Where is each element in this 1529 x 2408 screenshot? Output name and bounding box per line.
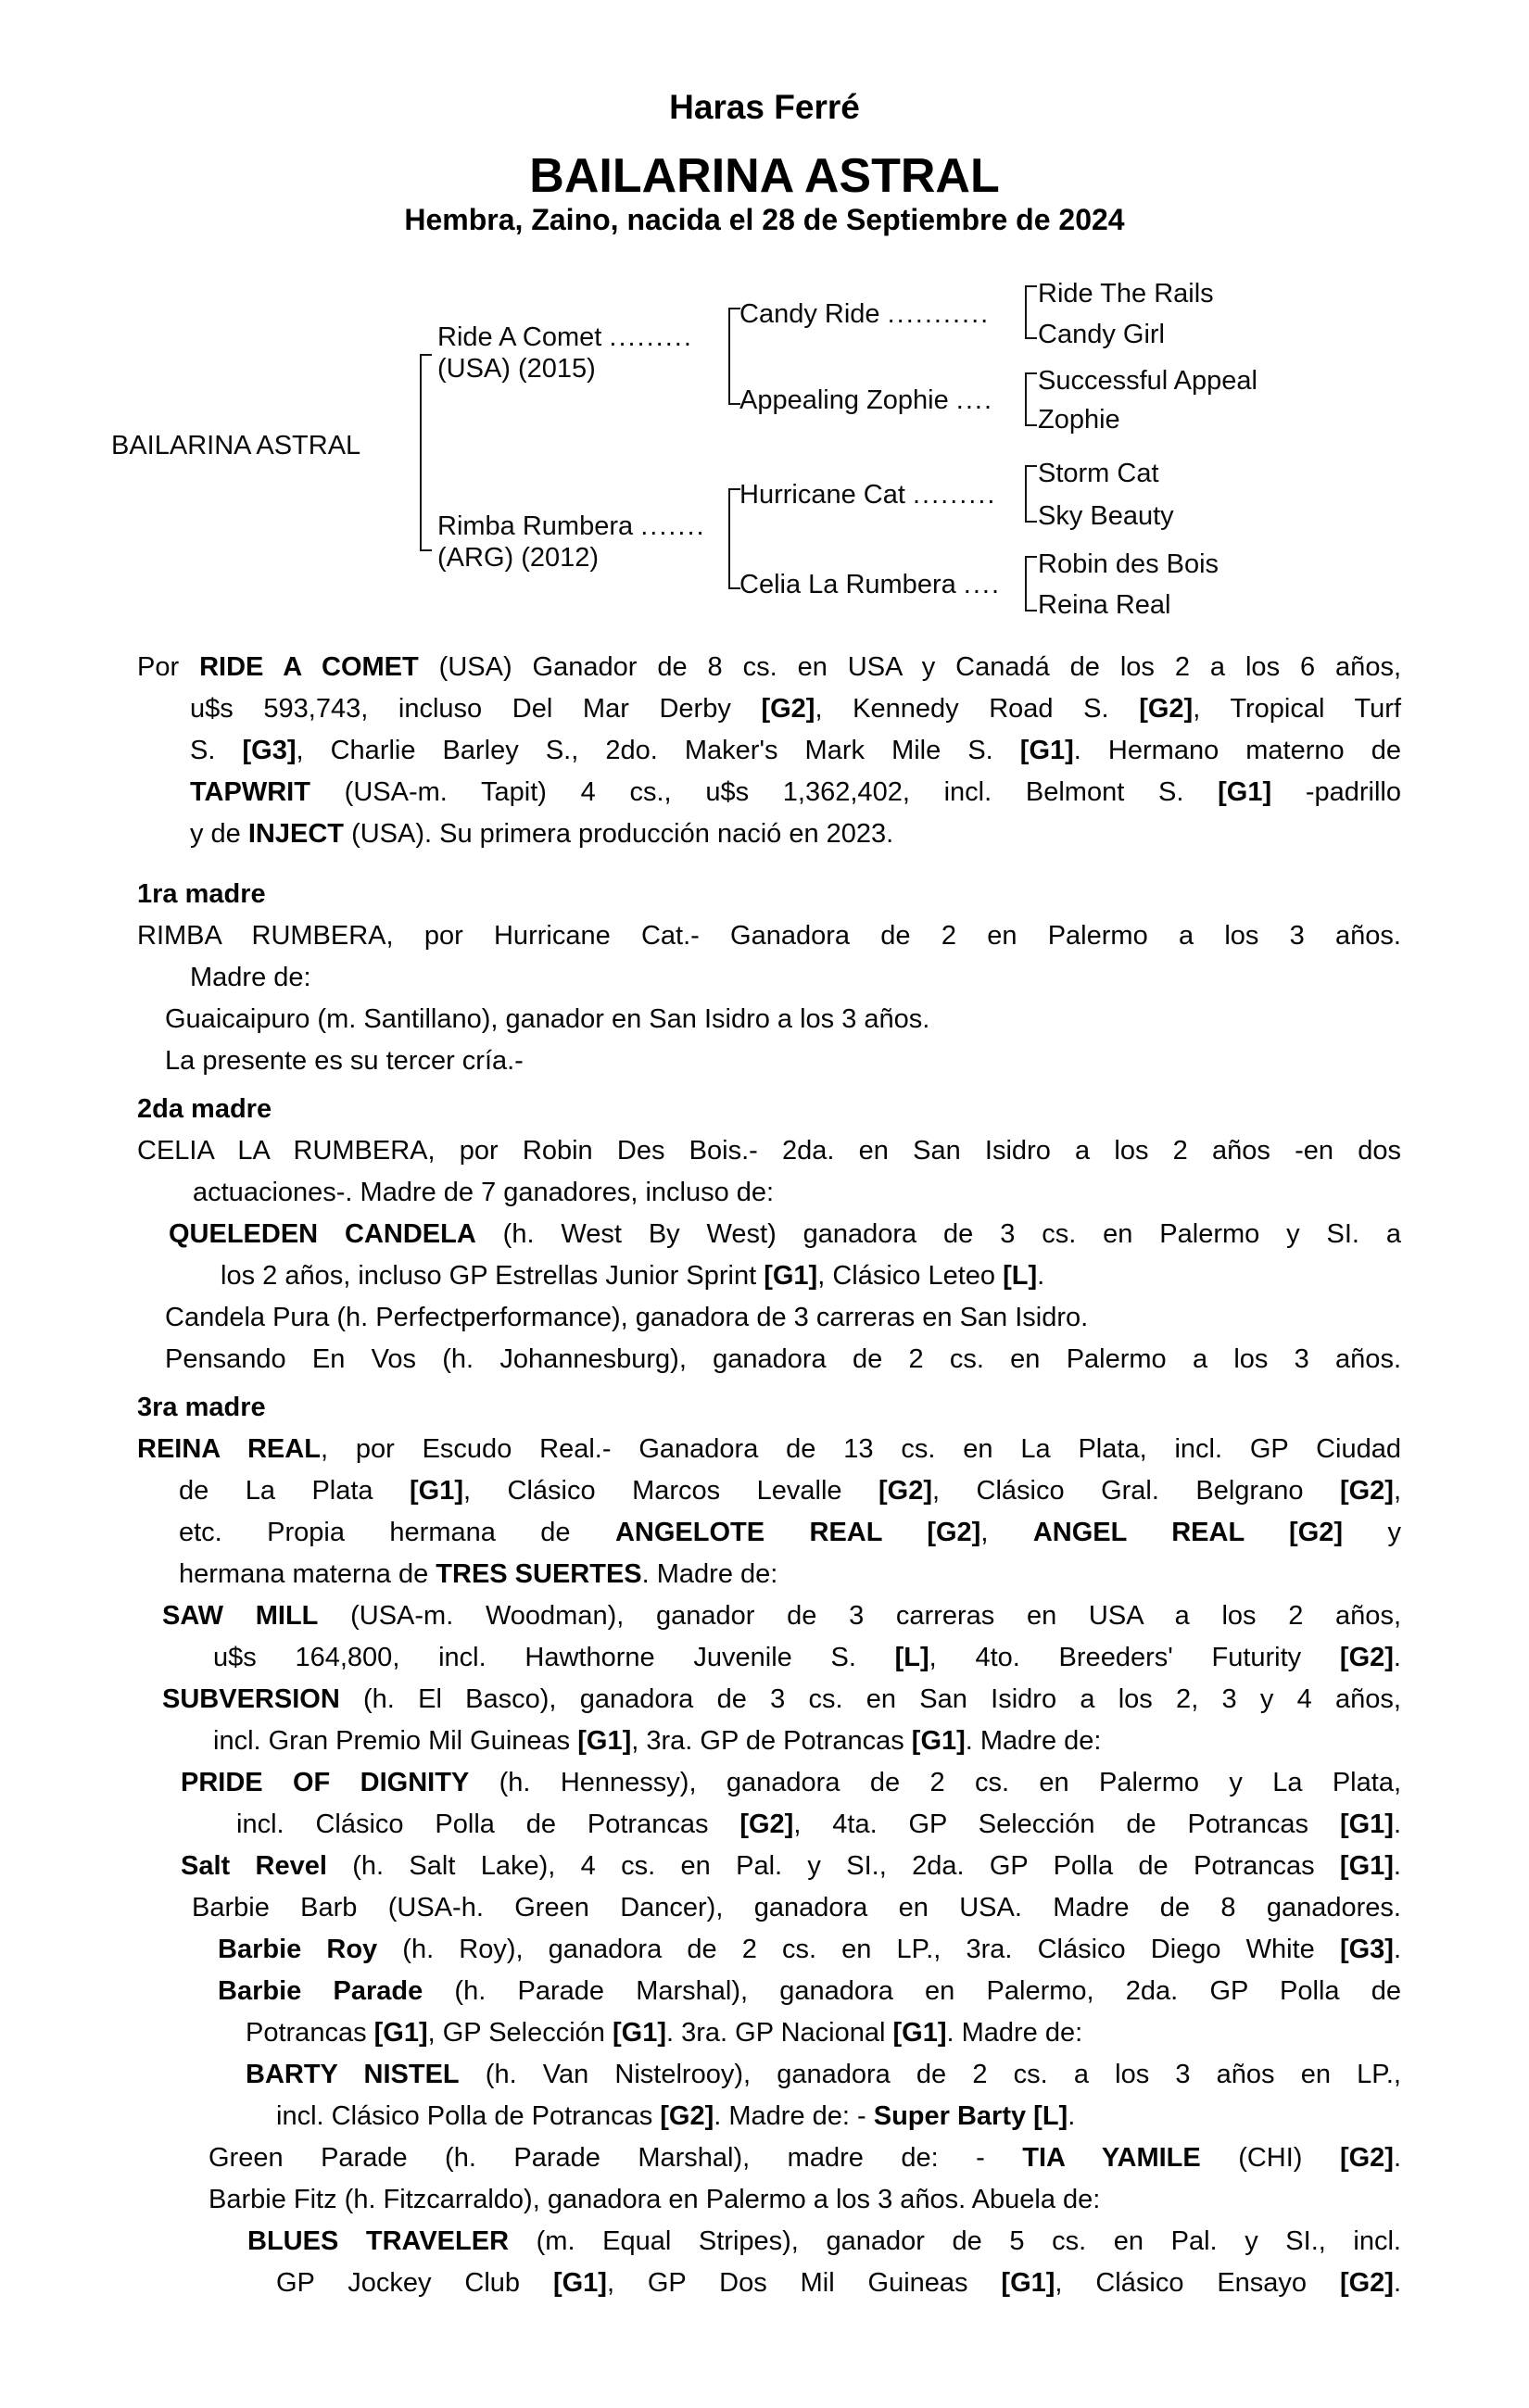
- leader-dots: ....: [963, 570, 1002, 599]
- text-line: Green Parade (h. Parade Marshal), madre de: - TIA YAMILE (CHI) [G2].: [208, 2143, 1401, 2173]
- text-line: RIMBA RUMBERA, por Hurricane Cat.- Ganadora de 2 en Palermo a los 3 años.: [137, 921, 1401, 951]
- pedigree-bracket: [1025, 465, 1037, 523]
- catalog-paragraph: [137, 999, 1401, 1040]
- text-line: Potrancas [G1], GP Selección [G1]. 3ra. GP Nacional [G1]. Madre de:: [246, 2018, 1083, 2048]
- text-line: SAW MILL (USA-m. Woodman), ganador de 3 carreras en USA a los 2 años,: [162, 1601, 1401, 1631]
- sire-origin: (USA) (2015): [437, 354, 596, 384]
- text-line: GP Jockey Club [G1], GP Dos Mil Guineas [G1], Clásico Ensayo [G2].: [276, 2268, 1402, 2298]
- leader-dots: .......: [640, 511, 706, 541]
- text-line: S. [G3], Charlie Barley S., 2do. Maker's Mark Mile S. [G1]. Hermano materno de: [190, 736, 1401, 765]
- text-line: Salt Revel (h. Salt Lake), 4 cs. en Pal. y SI., 2da. GP Polla de Potrancas [G1].: [181, 1851, 1401, 1881]
- catalog-paragraph: [137, 1214, 1401, 1297]
- pedigree-gen3-node: Zophie: [1038, 405, 1120, 435]
- text-line: incl. Gran Premio Mil Guineas [G1], 3ra. GP de Potrancas [G1]. Madre de:: [213, 1726, 1102, 1756]
- catalog-paragraph: [137, 1130, 1401, 1214]
- catalog-paragraph: [137, 1040, 1401, 1082]
- section-heading: 2da madre: [137, 1094, 272, 1124]
- catalog-paragraph: [137, 2054, 1401, 2137]
- text-line: u$s 593,743, incluso Del Mar Derby [G2], Kennedy Road S. [G2], Tropical Turf: [190, 694, 1401, 724]
- text-line: Barbie Fitz (h. Fitzcarraldo), ganadora en Palermo a los 3 años. Abuela de:: [208, 2185, 1101, 2214]
- catalog-paragraph: [137, 1679, 1401, 1762]
- catalog-paragraph: [137, 1887, 1401, 1929]
- pedigree-gen3-node: Storm Cat: [1038, 459, 1159, 488]
- catalog-text: [137, 647, 1401, 2304]
- catalog-paragraph: [137, 1971, 1401, 2054]
- pedigree-bracket: [420, 354, 432, 551]
- pedigree-subject: BAILARINA ASTRAL: [111, 431, 361, 460]
- pedigree-tree: [0, 0, 1529, 667]
- text-line: y de INJECT (USA). Su primera producción nació en 2023.: [190, 819, 894, 849]
- catalog-paragraph: [137, 1429, 1401, 1595]
- text-line: Guaicaipuro (m. Santillano), ganador en San Isidro a los 3 años.: [165, 1004, 930, 1034]
- catalog-paragraph: [137, 1762, 1401, 1846]
- text-line: actuaciones-. Madre de 7 ganadores, incluso de:: [193, 1178, 775, 1207]
- pedigree-dam: [437, 511, 706, 574]
- catalog-paragraph: [137, 1846, 1401, 1887]
- catalog-paragraph: [137, 1339, 1401, 1381]
- text-line: CELIA LA RUMBERA, por Robin Des Bois.- 2da. en San Isidro a los 2 años -en dos: [137, 1136, 1401, 1166]
- pedigree-gen3-node: Sky Beauty: [1038, 501, 1174, 531]
- text-line: hermana materna de TRES SUERTES. Madre de:: [179, 1559, 778, 1589]
- text-line: Madre de:: [190, 963, 311, 992]
- catalog-paragraph: [137, 647, 1401, 855]
- text-line: los 2 años, incluso GP Estrellas Junior Sprint [G1], Clásico Leteo [L].: [221, 1261, 1045, 1291]
- leader-dots: ....: [955, 385, 994, 415]
- pedigree-bracket: [728, 308, 740, 405]
- text-line: REINA REAL, por Escudo Real.- Ganadora de 13 cs. en La Plata, incl. GP Ciudad: [137, 1434, 1401, 1464]
- text-line: u$s 164,800, incl. Hawthorne Juvenile S. [L], 4to. Breeders' Futurity [G2].: [213, 1643, 1401, 1672]
- text-line: incl. Clásico Polla de Potrancas [G2]. Madre de: - Super Barty [L].: [276, 2101, 1076, 2131]
- pedigree-gen3-node: Successful Appeal: [1038, 366, 1257, 396]
- text-line: Barbie Barb (USA-h. Green Dancer), ganadora en USA. Madre de 8 ganadores.: [192, 1893, 1401, 1923]
- text-line: La presente es su tercer cría.-: [165, 1046, 524, 1076]
- text-line: SUBVERSION (h. El Basco), ganadora de 3 cs. en San Isidro a los 2, 3 y 4 años,: [162, 1684, 1401, 1714]
- section-heading: 3ra madre: [137, 1393, 266, 1422]
- pedigree-bracket: [1025, 372, 1037, 426]
- catalog-paragraph: [137, 1595, 1401, 1679]
- pedigree-dam-dam: Celia La Rumbera ....: [739, 570, 1002, 599]
- leader-dots: .........: [609, 322, 693, 352]
- text-line: Candela Pura (h. Perfectperformance), ganadora de 3 carreras en San Isidro.: [165, 1303, 1089, 1332]
- dam-name: Rimba Rumbera: [437, 511, 634, 541]
- text-line: QUELEDEN CANDELA (h. West By West) ganadora de 3 cs. en Palermo y SI. a: [169, 1219, 1401, 1249]
- catalog-paragraph: [137, 2137, 1401, 2179]
- pedigree-gen3-node: Reina Real: [1038, 590, 1171, 620]
- catalog-paragraph: [137, 2221, 1401, 2304]
- text-line: BARTY NISTEL (h. Van Nistelrooy), ganadora de 2 cs. a los 3 años en LP.,: [246, 2060, 1401, 2089]
- text-line: PRIDE OF DIGNITY (h. Hennessy), ganadora de 2 cs. en Palermo y La Plata,: [181, 1768, 1401, 1797]
- pedigree-bracket: [1025, 285, 1037, 339]
- dam-origin: (ARG) (2012): [437, 543, 600, 573]
- pedigree-bracket: [728, 488, 740, 589]
- pedigree-sire-dam: Appealing Zophie ....: [739, 385, 994, 415]
- catalog-paragraph: [137, 1297, 1401, 1339]
- pedigree-sire-sire: Candy Ride ...........: [739, 299, 991, 329]
- text-line: BLUES TRAVELER (m. Equal Stripes), ganador de 5 cs. en Pal. y SI., incl.: [247, 2226, 1401, 2256]
- text-line: de La Plata [G1], Clásico Marcos Levalle [G2], Clásico Gral. Belgrano [G2],: [179, 1476, 1401, 1506]
- text-line: Pensando En Vos (h. Johannesburg), ganadora de 2 cs. en Palermo a los 3 años.: [165, 1344, 1401, 1374]
- horse-name-title: BAILARINA ASTRAL: [529, 149, 1000, 203]
- section-heading: 1ra madre: [137, 879, 266, 909]
- leader-dots: ...........: [887, 299, 991, 329]
- pedigree-gen3-node: Candy Girl: [1038, 320, 1165, 349]
- stud-name: Haras Ferré: [669, 88, 860, 126]
- pedigree-sire: [437, 321, 693, 385]
- catalog-paragraph: [137, 1929, 1401, 1971]
- catalog-paragraph: [137, 915, 1401, 999]
- pedigree-bracket: [1025, 556, 1037, 611]
- text-line: TAPWRIT (USA-m. Tapit) 4 cs., u$s 1,362,402, incl. Belmont S. [G1] -padrillo: [190, 777, 1402, 807]
- text-line: Barbie Roy (h. Roy), ganadora de 2 cs. en LP., 3ra. Clásico Diego White [G3].: [218, 1935, 1401, 1964]
- catalog-paragraph: [137, 2179, 1401, 2221]
- horse-description: Hembra, Zaino, nacida el 28 de Septiembre de 2024: [404, 203, 1125, 236]
- text-line: Barbie Parade (h. Parade Marshal), ganadora en Palermo, 2da. GP Polla de: [218, 1976, 1401, 2006]
- pedigree-gen3-node: Ride The Rails: [1038, 279, 1214, 309]
- text-line: etc. Propia hermana de ANGELOTE REAL [G2], ANGEL REAL [G2] y: [179, 1518, 1401, 1547]
- pedigree-dam-sire: Hurricane Cat .........: [739, 480, 997, 510]
- sire-name: Ride A Comet: [437, 322, 602, 352]
- text-line: Por RIDE A COMET (USA) Ganador de 8 cs. en USA y Canadá de los 2 a los 6 años,: [137, 652, 1402, 682]
- pedigree-gen3-node: Robin des Bois: [1038, 549, 1219, 579]
- text-line: incl. Clásico Polla de Potrancas [G2], 4ta. GP Selección de Potrancas [G1].: [236, 1809, 1401, 1839]
- leader-dots: .........: [912, 480, 997, 510]
